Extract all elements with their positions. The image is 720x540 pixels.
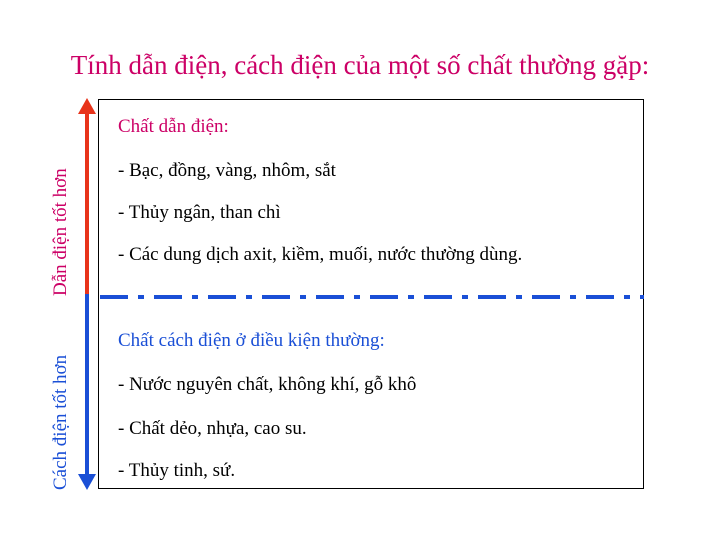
conductor-item-2: - Thủy ngân, than chì <box>118 202 281 223</box>
conductor-item-3: - Các dung dịch axit, kiềm, muối, nước thường dùng. <box>118 244 523 265</box>
conductors-heading: Chất dẫn điện: <box>118 116 229 137</box>
insulators-heading: Chất cách điện ở điều kiện thường: <box>118 330 385 351</box>
insulation-axis-label: Cách điện tốt hơn <box>50 354 71 490</box>
section-divider <box>100 292 644 302</box>
arrow-shaft <box>85 110 89 478</box>
insulator-item-1: - Nước nguyên chất, không khí, gỗ khô <box>118 374 417 395</box>
insulator-item-2: - Chất dẻo, nhựa, cao su. <box>118 418 307 439</box>
page-title: Tính dẫn điện, cách điện của một số chất thường gặp: <box>70 50 650 80</box>
arrow-down-head <box>78 474 96 490</box>
arrow-up-head <box>78 98 96 114</box>
conductivity-axis-label: Dẫn điện tốt hơn <box>50 168 71 296</box>
conductor-item-1: - Bạc, đồng, vàng, nhôm, sắt <box>118 160 336 181</box>
insulator-item-3: - Thủy tinh, sứ. <box>118 460 236 481</box>
